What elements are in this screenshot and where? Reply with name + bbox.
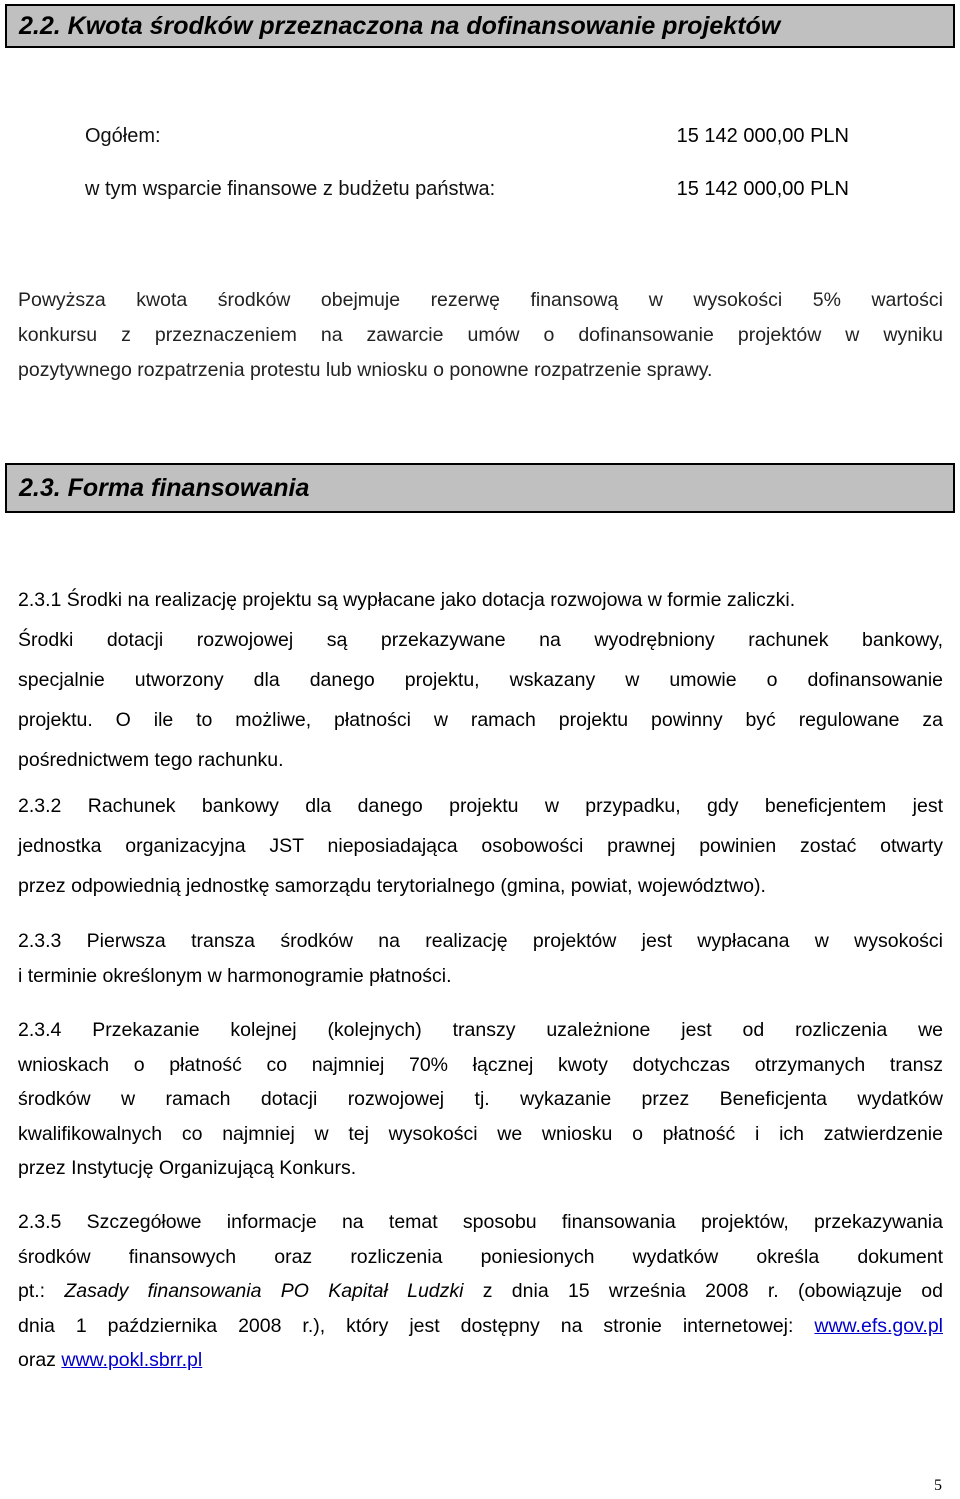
paragraph-line: wnioskach o płatność co najmniej 70% łącznej kwoty dotychczas otrzymanych transz [18, 1053, 943, 1076]
paragraph-line: 2.3.5 Szczegółowe informacje na temat sposobu finansowania projektów, przekazywania [18, 1211, 943, 1233]
paragraph-line: jednostka organizacyjna JST nieposiadająca osobowości prawnej powinien zostać otwarty [18, 835, 943, 857]
paragraph-line [18, 1274, 943, 1309]
total-value: 15 142 000,00 PLN [676, 125, 849, 147]
paragraph-2-3-2 [18, 786, 943, 906]
text-segment: pt.: [18, 1280, 65, 1302]
paragraph-line: pozytywnego rozpatrzenia protestu lub wniosku o ponowne rozpatrzenie sprawy. [18, 359, 713, 381]
summary-total-row [85, 125, 855, 148]
text-segment: z dnia 15 września 2008 r. (obowiązuje od [463, 1280, 943, 1302]
paragraph-2-3-1 [18, 580, 943, 780]
paragraph-line: Powyższa kwota środków obejmuje rezerwę finansową w wysokości 5% wartości [18, 289, 943, 311]
paragraph-line: 2.3.3 Pierwsza transza środków na realizację projektów jest wypłacana w wysokości [18, 930, 943, 952]
paragraph-line: konkursu z przeznaczeniem na zawarcie umów o dofinansowanie projektów w wyniku [18, 324, 943, 346]
text-segment: oraz [18, 1349, 62, 1371]
section-header-2-2 [5, 4, 955, 48]
paragraph-line: Środki dotacji rozwojowej są przekazywane na wyodrębniony rachunek bankowy, [18, 629, 943, 651]
paragraph-line: pośrednictwem tego rachunku. [18, 749, 284, 771]
paragraph-line: 2.3.2 Rachunek bankowy dla danego projektu w przypadku, gdy beneficjentem jest [18, 795, 943, 817]
paragraph-line: specjalnie utworzony dla danego projektu, wskazany w umowie o dofinansowanie [18, 669, 943, 691]
budget-label: w tym wsparcie finansowe z budżetu państwa: [85, 178, 496, 200]
section-header-2-3 [5, 463, 955, 513]
paragraph-line: kwalifikowalnych co najmniej w tej wysokości we wniosku o płatność i ich zatwierdzenie [18, 1122, 943, 1145]
paragraph-2-3-3 [18, 924, 943, 993]
paragraph-line: i terminie określonym w harmonogramie płatności. [18, 964, 452, 987]
paragraph-line: 2.3.1 Środki na realizację projektu są wypłacane jako dotacja rozwojowa w formie zaliczki. [18, 589, 796, 611]
efs-link[interactable]: www.efs.gov.pl [814, 1314, 943, 1337]
pokl-link[interactable]: www.pokl.sbrr.pl [61, 1349, 203, 1371]
total-label: Ogółem: [85, 125, 161, 147]
document-title-italic: Zasady finansowania PO Kapitał Ludzki [64, 1280, 464, 1302]
section-title: 2.2. Kwota środków przeznaczona na dofinansowanie projektów [19, 11, 781, 40]
text-segment: dnia 1 października 2008 r.), który jest dostępny na stronie internetowej: [18, 1314, 815, 1337]
paragraph-line [18, 1343, 943, 1378]
page-number: 5 [934, 1477, 942, 1494]
paragraph-line: środków finansowych oraz rozliczenia poniesionych wydatków określa dokument [18, 1245, 943, 1268]
summary-budget-row [85, 178, 855, 201]
paragraph-line [18, 1309, 943, 1344]
paragraph-line: 2.3.4 Przekazanie kolejnej (kolejnych) transzy uzależnione jest od rozliczenia we [18, 1019, 943, 1041]
paragraph-line: przez Instytucję Organizującą Konkurs. [18, 1157, 357, 1179]
budget-value: 15 142 000,00 PLN [676, 178, 849, 200]
paragraph-line: przez odpowiednią jednostkę samorządu terytorialnego (gmina, powiat, województwo). [18, 875, 766, 897]
paragraph-line: środków w ramach dotacji rozwojowej tj. wykazanie przez Beneficjenta wydatków [18, 1088, 943, 1110]
reserve-paragraph [18, 283, 943, 388]
paragraph-line: projektu. O ile to możliwe, płatności w ramach projektu powinny być regulowane za [18, 709, 943, 731]
paragraph-2-3-5 [18, 1205, 943, 1378]
section-title: 2.3. Forma finansowania [19, 473, 310, 502]
paragraph-2-3-4 [18, 1013, 943, 1186]
